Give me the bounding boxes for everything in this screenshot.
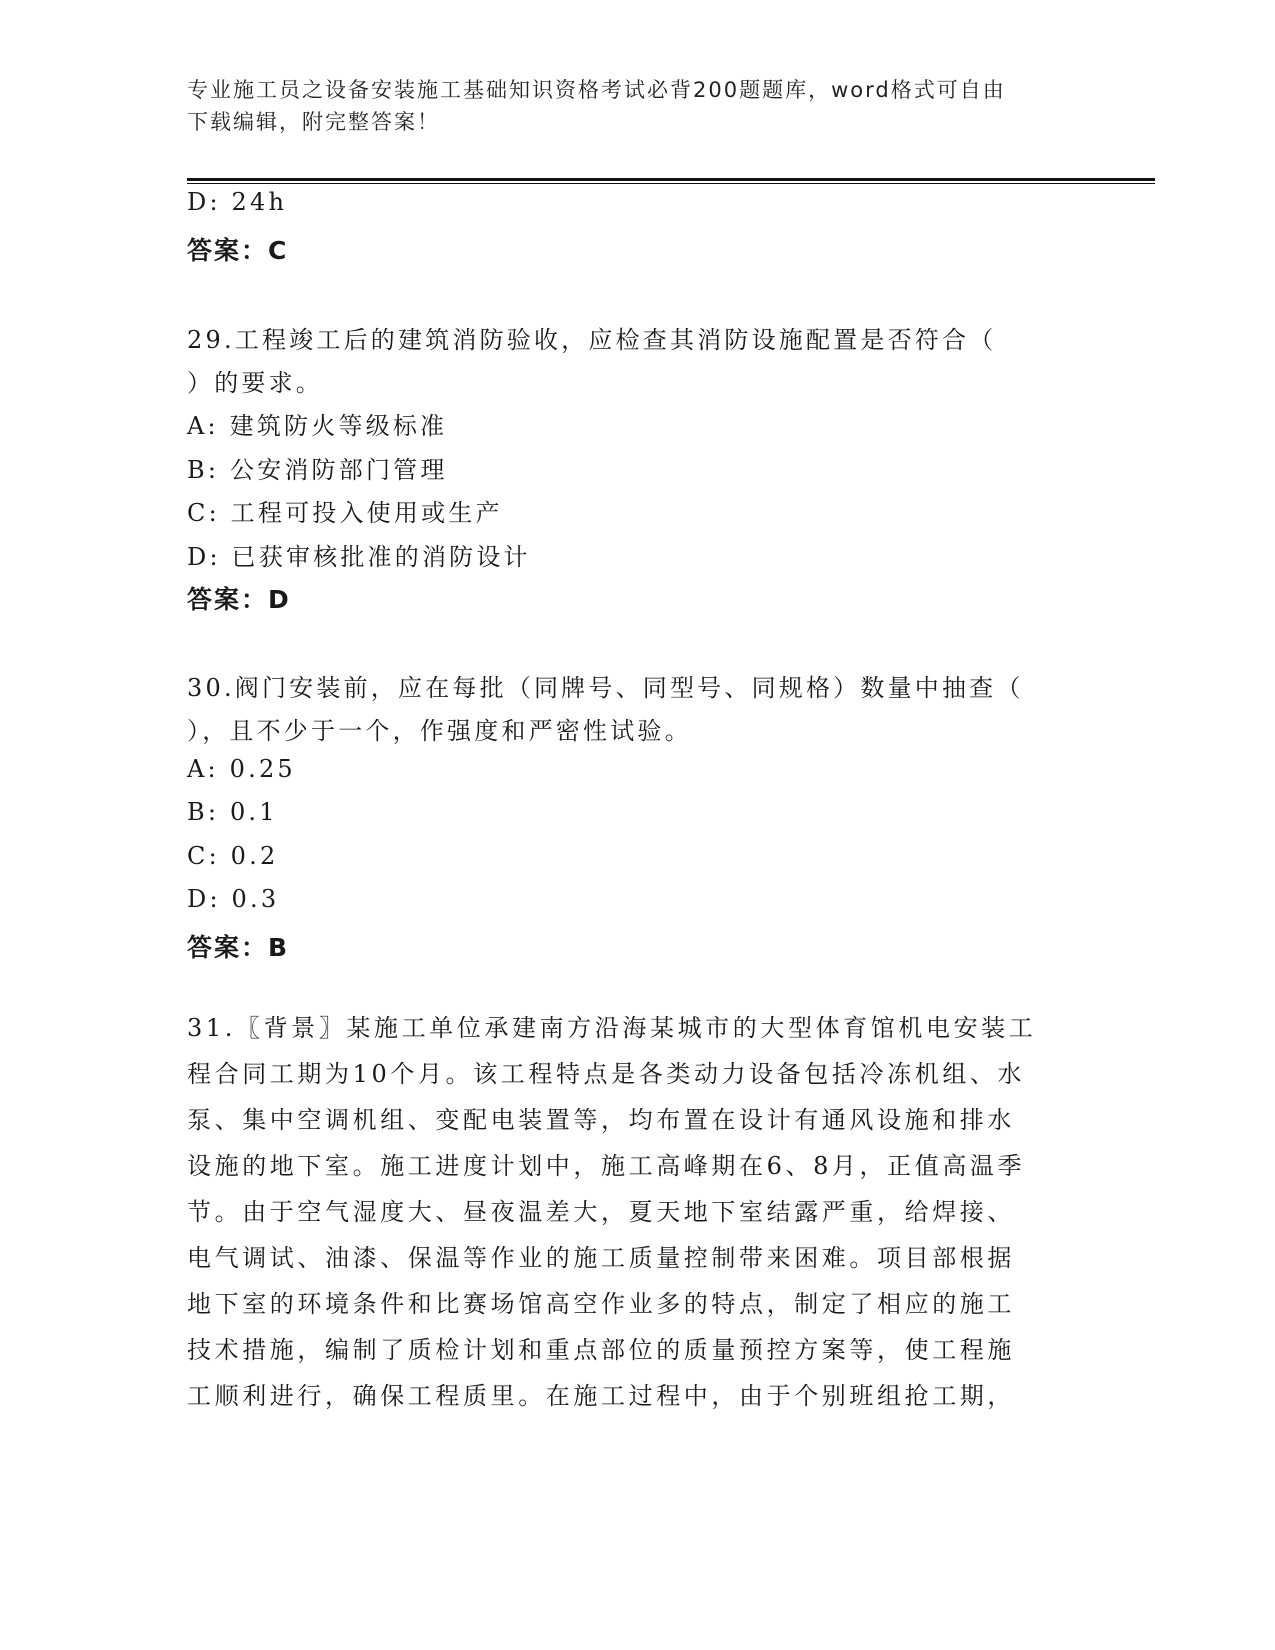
q29-stem-line-1: 29.工程竣工后的建筑消防验收，应检查其消防设施配置是否符合（ bbox=[187, 326, 997, 354]
header-line-1: 专业施工员之设备安装施工基础知识资格考试必背200题题库，word格式可自由 bbox=[187, 78, 1006, 102]
q29-option-a: A: 建筑防火等级标准 bbox=[187, 412, 448, 440]
q30-stem-line-1: 30.阀门安装前，应在每批（同牌号、同型号、同规格）数量中抽查（ bbox=[187, 674, 1024, 702]
q29-option-d: D: 已获审核批准的消防设计 bbox=[187, 543, 531, 571]
q31-line: 泵、集中空调机组、变配电装置等，均布置在设计有通风设施和排水 bbox=[187, 1106, 1015, 1134]
q30-option-d: D: 0.3 bbox=[187, 885, 280, 913]
q30-option-b: B: 0.1 bbox=[187, 798, 278, 826]
q31-line: 地下室的环境条件和比赛场馆高空作业多的特点，制定了相应的施工 bbox=[187, 1290, 1015, 1318]
q29-option-b: B: 公安消防部门管理 bbox=[187, 456, 448, 484]
q31-line: 设施的地下室。施工进度计划中，施工高峰期在6、8月，正值高温季 bbox=[187, 1152, 1026, 1180]
q28-option-d: D: 24h bbox=[187, 188, 288, 216]
q31-line: 程合同工期为10个月。该工程特点是各类动力设备包括冷冻机组、水 bbox=[187, 1060, 1026, 1088]
header-rule-thick bbox=[187, 178, 1155, 181]
q30-answer: 答案：B bbox=[187, 933, 290, 962]
q31-line: 技术措施，编制了质检计划和重点部位的质量预控方案等，使工程施 bbox=[187, 1336, 1015, 1364]
q30-option-c: C: 0.2 bbox=[187, 842, 279, 870]
q30-stem-line-2: ），且不少于一个，作强度和严密性试验。 bbox=[187, 717, 692, 745]
q29-stem-line-2: ）的要求。 bbox=[187, 369, 323, 397]
q31-line: 31.〖背景〗某施工单位承建南方沿海某城市的大型体育馆机电安装工 bbox=[187, 1014, 1037, 1042]
header-rule-thin bbox=[187, 183, 1155, 184]
q29-answer: 答案：D bbox=[187, 585, 291, 614]
q30-option-a: A: 0.25 bbox=[187, 755, 296, 783]
header-line-2: 下载编辑，附完整答案！ bbox=[187, 110, 440, 134]
q28-answer: 答案：C bbox=[187, 236, 289, 265]
q31-line: 电气调试、油漆、保温等作业的施工质量控制带来困难。项目部根据 bbox=[187, 1244, 1015, 1272]
q31-line: 节。由于空气湿度大、昼夜温差大，夏天地下室结露严重，给焊接、 bbox=[187, 1198, 1015, 1226]
q31-paragraph bbox=[187, 1005, 1067, 1419]
q31-line: 工顺利进行，确保工程质里。在施工过程中，由于个别班组抢工期， bbox=[187, 1382, 1015, 1410]
q29-option-c: C: 工程可投入使用或生产 bbox=[187, 499, 503, 527]
document-header bbox=[187, 74, 1067, 138]
